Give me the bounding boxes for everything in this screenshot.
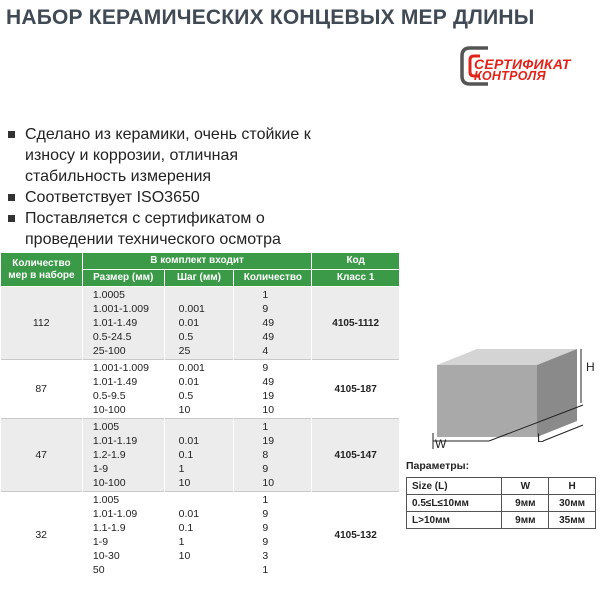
- header-step: Шаг (мм): [164, 270, 234, 287]
- count-cell-line: 9: [262, 508, 269, 520]
- header-quantity-in-set: Количество мер в наборе: [1, 253, 83, 287]
- size-cell-line: 10-30: [92, 550, 120, 562]
- step-cell-line: 0.01: [178, 435, 200, 447]
- step-cell-line: 0.01: [178, 508, 200, 520]
- header-class: Класс 1: [312, 270, 400, 287]
- size-cell-line: 50: [92, 564, 105, 576]
- count-cell-line: 3: [262, 550, 269, 562]
- count-cell-line: 10: [262, 404, 275, 416]
- params-cell: 30мм: [549, 495, 596, 512]
- header-code: Код: [312, 253, 400, 270]
- code-cell: 4105-132: [312, 492, 400, 579]
- feature-text: Соответствует ISO3650: [25, 189, 200, 206]
- code-cell: 4105-1112: [312, 287, 400, 360]
- quantity-cell: 32: [1, 492, 83, 579]
- feature-item: [6, 124, 336, 187]
- count-cell-line: 19: [262, 390, 275, 402]
- quantity-cell: 112: [1, 287, 83, 360]
- table-row: [1, 360, 400, 419]
- count-cell: [234, 287, 312, 360]
- count-cell-line: 49: [262, 331, 275, 343]
- size-cell-line: 1-9: [92, 463, 109, 475]
- size-cell-line: 1.1-1.9: [92, 522, 126, 534]
- count-cell-line: 9: [262, 536, 269, 548]
- count-cell-line: 10: [262, 477, 275, 489]
- feature-item: [6, 208, 336, 250]
- step-cell-line: 0.1: [178, 449, 194, 461]
- step-cell-line: 10: [178, 550, 191, 562]
- step-cell-line: 10: [178, 477, 191, 489]
- certificate-text-line2: КОНТРОЛЯ: [474, 69, 546, 83]
- size-cell-line: 1.0005: [92, 289, 125, 301]
- quantity-cell: 87: [1, 360, 83, 419]
- count-cell-line: 49: [262, 376, 275, 388]
- gauge-block-diagram: [405, 345, 600, 460]
- size-cell: [82, 419, 164, 492]
- code-cell: 4105-147: [312, 419, 400, 492]
- certificate-logo: [458, 44, 594, 88]
- size-cell: [82, 360, 164, 419]
- size-cell-line: 1.01-1.19: [92, 435, 138, 447]
- label-w: W: [435, 437, 447, 451]
- count-cell-line: 9: [262, 522, 269, 534]
- size-cell-line: 1.01-1.09: [92, 508, 138, 520]
- size-cell-line: 1.2-1.9: [92, 449, 126, 461]
- size-cell-line: 25-100: [92, 345, 126, 357]
- quantity-cell: 47: [1, 419, 83, 492]
- size-cell-line: 10-100: [92, 477, 126, 489]
- step-cell: [164, 360, 234, 419]
- feature-list: [6, 124, 336, 250]
- params-header-size: Size (L): [407, 478, 502, 495]
- step-cell-line: [179, 288, 234, 302]
- count-cell-line: 9: [262, 463, 269, 475]
- page-title: НАБОР КЕРАМИЧЕСКИХ КОНЦЕВЫХ МЕР ДЛИНЫ: [6, 6, 535, 29]
- bullet-square-icon: [8, 194, 15, 201]
- step-cell: [164, 287, 234, 360]
- step-cell: [164, 492, 234, 579]
- size-cell-line: 1-9: [92, 536, 109, 548]
- step-cell-line: 10: [178, 404, 191, 416]
- label-l: L: [537, 431, 544, 445]
- count-cell: [234, 492, 312, 579]
- table-row: [1, 419, 400, 492]
- code-cell: 4105-187: [312, 360, 400, 419]
- step-cell-line: 25: [178, 345, 191, 357]
- table-row: [1, 492, 400, 579]
- size-cell-line: 0.5-24.5: [92, 331, 132, 343]
- count-cell-line: 19: [262, 435, 275, 447]
- count-cell-line: 1: [262, 494, 269, 506]
- size-cell: [82, 492, 164, 579]
- label-h: H: [586, 360, 595, 374]
- params-cell: 0.5≤L≤10мм: [407, 495, 502, 512]
- size-cell-line: 0.5-9.5: [92, 390, 126, 402]
- parameters-table: [406, 477, 596, 529]
- count-cell-line: 9: [262, 303, 269, 315]
- certificate-text-line1: СЕРТИФИКАТ: [474, 56, 571, 72]
- step-cell-line: [179, 420, 234, 434]
- table-row: [1, 287, 400, 360]
- header-size: Размер (мм): [82, 270, 164, 287]
- size-cell-line: 1.01-1.49: [92, 317, 138, 329]
- parameters-title: Параметры:: [406, 460, 470, 472]
- params-cell: L>10мм: [407, 512, 502, 529]
- step-cell-line: 0.01: [178, 317, 200, 329]
- count-cell-line: 4: [262, 345, 269, 357]
- step-cell-line: 0.01: [178, 376, 200, 388]
- count-cell-line: 1: [262, 421, 269, 433]
- step-cell-line: 0.001: [178, 303, 205, 315]
- size-cell: [82, 287, 164, 360]
- count-cell-line: 9: [262, 362, 269, 374]
- bullet-square-icon: [8, 215, 15, 222]
- size-cell-line: 1.01-1.49: [92, 376, 138, 388]
- header-count: Количество: [234, 270, 312, 287]
- count-cell: [234, 360, 312, 419]
- gauge-sets-table: [0, 252, 400, 578]
- feature-text: Сделано из керамики, очень стойкие к износу и коррозии, отличная стабильность измерения: [25, 126, 311, 185]
- feature-item: [6, 187, 336, 208]
- step-cell-line: [179, 493, 234, 507]
- count-cell-line: 1: [262, 289, 269, 301]
- step-cell-line: 0.5: [178, 331, 194, 343]
- header-included: В комплект входит: [82, 253, 311, 270]
- count-cell-line: 8: [262, 449, 269, 461]
- size-cell-line: 1.005: [92, 421, 120, 433]
- bullet-square-icon: [8, 131, 15, 138]
- params-header-w: W: [502, 478, 549, 495]
- params-cell: 35мм: [549, 512, 596, 529]
- size-cell-line: 1.005: [92, 494, 120, 506]
- count-cell: [234, 419, 312, 492]
- step-cell: [164, 419, 234, 492]
- params-cell: 9мм: [502, 495, 549, 512]
- size-cell-line: 1.001-1.009: [92, 362, 149, 374]
- count-cell-line: 49: [262, 317, 275, 329]
- step-cell-line: 0.5: [178, 390, 194, 402]
- params-cell: 9мм: [502, 512, 549, 529]
- step-cell-line: 0.1: [178, 522, 194, 534]
- count-cell-line: 1: [262, 564, 269, 576]
- step-cell-line: [179, 563, 234, 577]
- sets-table-body: [1, 287, 400, 579]
- size-cell-line: 10-100: [92, 404, 126, 416]
- step-cell-line: 1: [178, 536, 185, 548]
- size-cell-line: 1.001-1.009: [92, 303, 149, 315]
- block-front-face: [437, 365, 537, 437]
- feature-text: Поставляется с сертификатом о проведении технического осмотра: [25, 210, 281, 248]
- step-cell-line: 1: [178, 463, 185, 475]
- params-header-h: H: [549, 478, 596, 495]
- step-cell-line: 0.001: [178, 362, 205, 374]
